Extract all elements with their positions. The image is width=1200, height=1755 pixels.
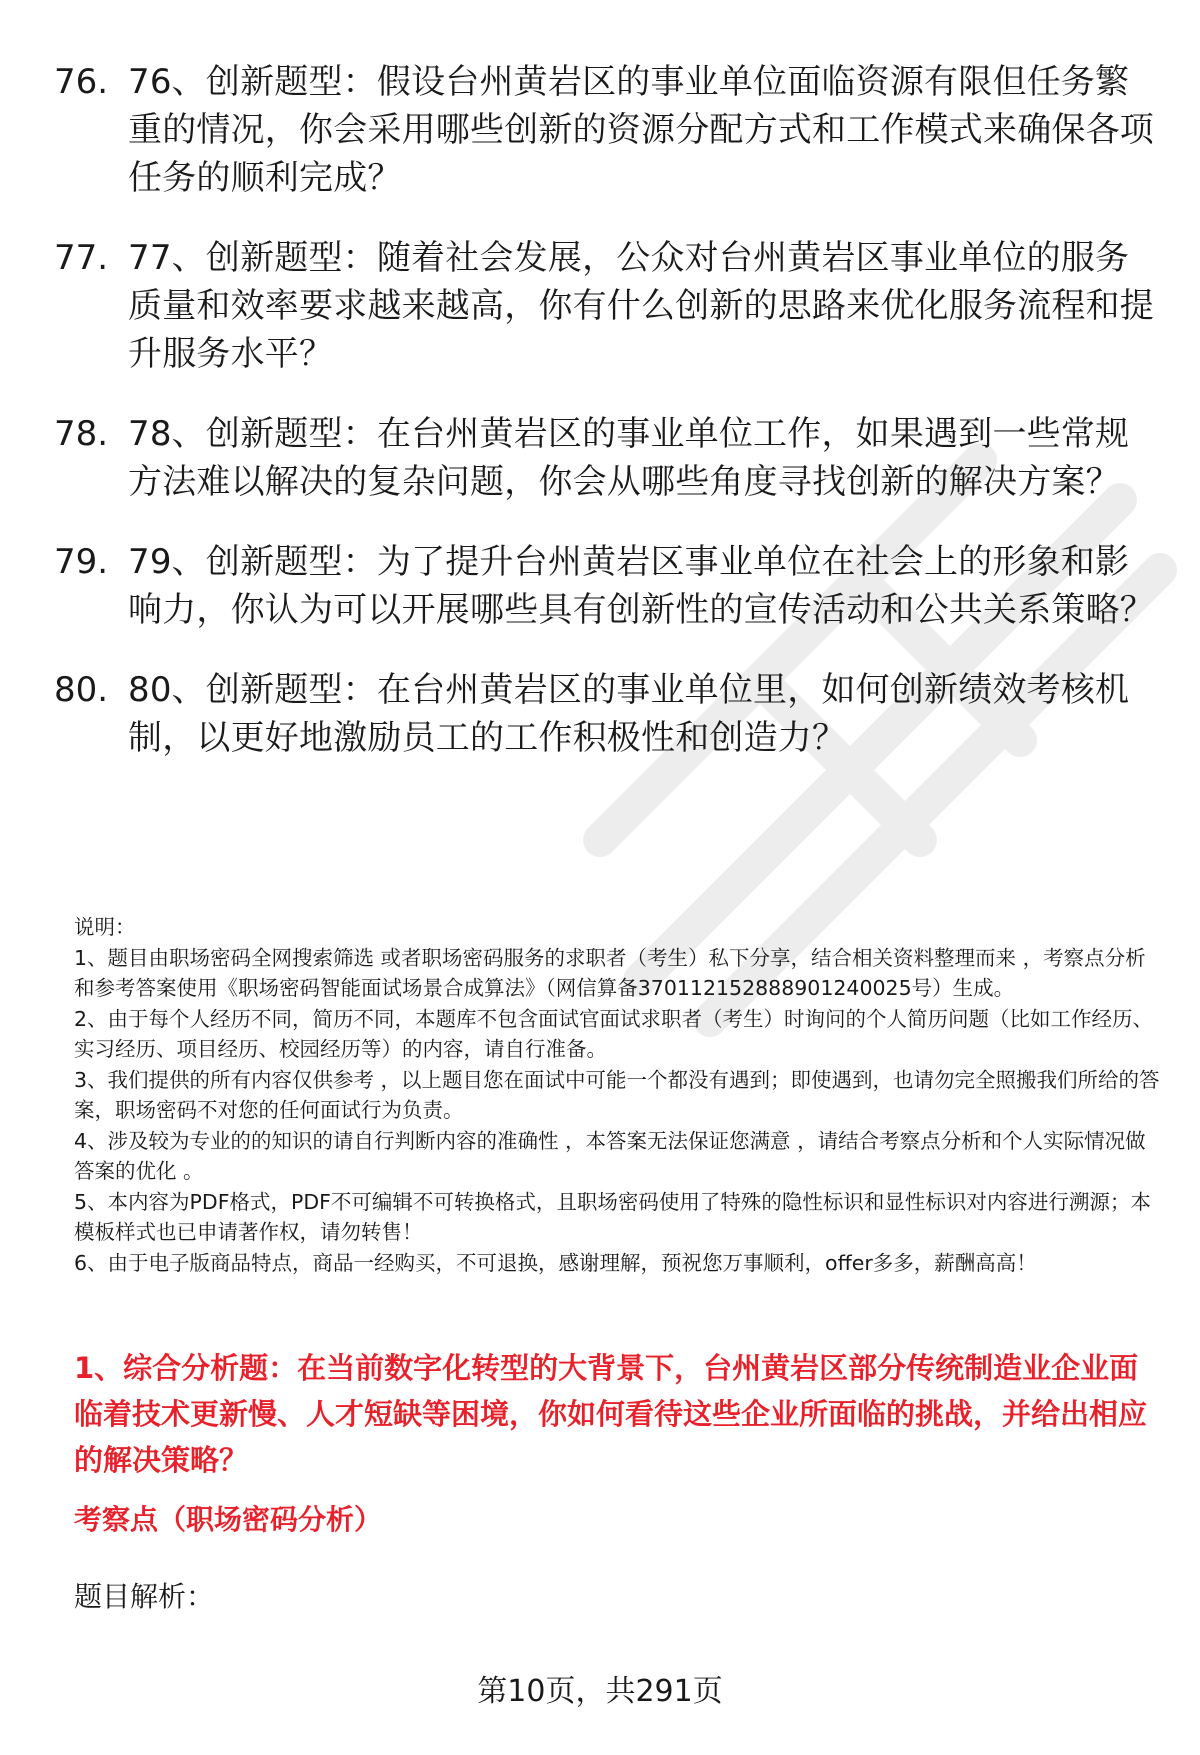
page-footer: 第10页，共291页 xyxy=(477,1674,723,1709)
question-text: 76、创新题型：假设台州黄岩区的事业单位面临资源有限但任务繁重的情况，你会采用哪些创新的资源分配方式和工作模式来确保各项任务的顺利完成？ xyxy=(128,62,1154,198)
notes-heading: 说明： xyxy=(74,915,136,939)
question-number: 77. xyxy=(54,238,109,278)
question-item-77 xyxy=(54,234,1154,378)
note-item-3: 3、我们提供的所有内容仅供参考 ，以上题目您在面试中可能一个都没有遇到；即使遇到，也请勿完全照搬我们所给的答案，职场密码不对您的任何面试行为负责。 xyxy=(74,1067,1160,1122)
question-text: 78、创新题型：在台州黄岩区的事业单位工作，如果遇到一些常规方法难以解决的复杂问题，你会从哪些角度寻找创新的解决方案？ xyxy=(128,414,1130,502)
notes-block xyxy=(74,912,1164,1278)
question-text: 79、创新题型：为了提升台州黄岩区事业单位在社会上的形象和影响力，你认为可以开展哪些具有创新性的宣传活动和公共关系策略？ xyxy=(128,542,1154,630)
question-item-78 xyxy=(54,410,1154,506)
note-item-1: 1、题目由职场密码全网搜索筛选 或者职场密码服务的求职者（考生）私下分享，结合相关资料整理而来 ，考察点分析和参考答案使用《职场密码智能面试场景合成算法》（网信算备370112152888901240025号）生成。 xyxy=(74,945,1146,1000)
note-item-4: 4、涉及较为专业的的知识的请自行判断内容的准确性 ，本答案无法保证您满意 ，请结合考察点分析和个人实际情况做答案的优化 。 xyxy=(74,1128,1146,1183)
question-text: 80、创新题型：在台州黄岩区的事业单位里，如何创新绩效考核机制，以更好地激励员工的工作积极性和创造力？ xyxy=(128,670,1130,758)
question-number: 80. xyxy=(54,670,109,710)
question-number: 76. xyxy=(54,62,109,102)
analysis-label: 题目解析： xyxy=(74,1580,215,1613)
section-question-title: 1、综合分析题：在当前数字化转型的大背景下，台州黄岩区部分传统制造业企业面临着技术更新慢、人才短缺等困境，你如何看待这些企业所面临的挑战，并给出相应的解决策略？ xyxy=(74,1351,1148,1477)
question-item-76 xyxy=(54,58,1154,202)
question-item-79 xyxy=(54,538,1154,634)
question-text: 77、创新题型：随着社会发展，公众对台州黄岩区事业单位的服务质量和效率要求越来越高，你有什么创新的思路来优化服务流程和提升服务水平？ xyxy=(128,238,1154,374)
note-item-6: 6、由于电子版商品特点，商品一经购买，不可退换，感谢理解，预祝您万事顺利，offer多多，薪酬高高！ xyxy=(74,1250,1037,1275)
exam-point-heading: 考察点（职场密码分析） xyxy=(74,1503,383,1536)
question-item-80 xyxy=(54,666,1154,762)
note-item-2: 2、由于每个人经历不同，简历不同，本题库不包含面试官面试求职者（考生）时询问的个人简历问题（比如工作经历、实习经历、项目经历、校园经历等）的内容，请自行准备。 xyxy=(74,1006,1154,1061)
question-number: 78. xyxy=(54,414,109,454)
question-list xyxy=(54,58,1154,794)
question-number: 79. xyxy=(54,542,109,582)
note-item-5: 5、本内容为PDF格式，PDF不可编辑不可转换格式，且职场密码使用了特殊的隐性标识和显性标识对内容进行溯源；本模板样式也已申请著作权，请勿转售！ xyxy=(74,1189,1151,1244)
